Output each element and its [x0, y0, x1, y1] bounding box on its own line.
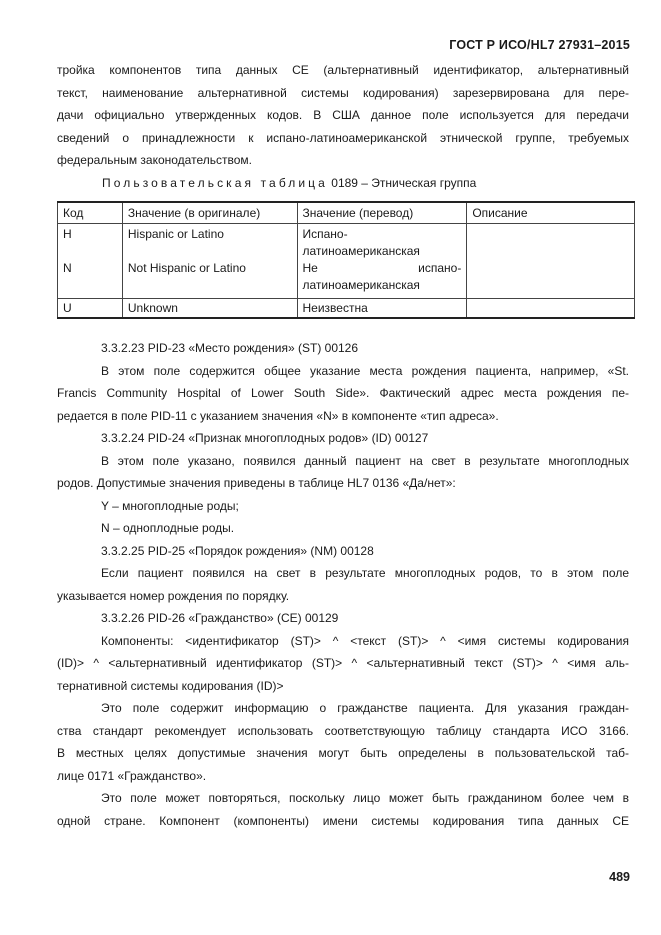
text-line: (ID)> ^ <альтернативный идентификатор (ST)> ^ <альтернативный текст (ST)> ^ <имя аль-	[57, 656, 629, 670]
text-line: сведений о принадлежности к испано-латиноамериканской этнической группе, требуемых	[57, 130, 629, 145]
page-number: 489	[609, 870, 630, 884]
cell-original: Not Hispanic or Latino	[122, 260, 297, 298]
section-heading: 3.3.2.26 PID-26 «Гражданство» (CE) 00129	[101, 611, 339, 625]
translation-line: Испано-	[302, 227, 348, 241]
translation-line: латиноамериканская	[302, 278, 420, 292]
section-heading: 3.3.2.25 PID-25 «Порядок рождения» (NM) 00128	[101, 543, 374, 558]
text-line: тройка компонентов типа данных CE (альтернативный идентификатор, альтернативный	[57, 63, 629, 77]
cell-code: N	[58, 260, 123, 298]
section-pid-23	[57, 337, 629, 832]
column-header-original: Значение (в оригинале)	[122, 202, 297, 224]
cell-description	[467, 260, 635, 298]
section-heading: 3.3.2.24 PID-24 «Признак многоплодных родов» (ID) 00127	[101, 431, 429, 445]
cell-translation	[297, 224, 467, 261]
section-heading: 3.3.2.23 PID-23 «Место рождения» (ST) 00126	[101, 341, 359, 355]
text-line: родов. Допустимые значения приведены в таблице HL7 0136 «Да/нет»:	[57, 476, 456, 490]
text-line: Компоненты: <идентификатор (ST)> ^ <текст (ST)> ^ <имя системы кодирования	[101, 633, 629, 648]
text-line: текст, наименование альтернативной системы кодирования) зарезервирована для пере-	[57, 85, 629, 100]
text-line: указывается номер рождения по порядку.	[57, 588, 290, 603]
list-item: Y – многоплодные роды;	[101, 498, 239, 513]
cell-translation	[297, 260, 467, 298]
column-header-translation: Значение (перевод)	[297, 202, 467, 224]
table-caption-title: 0189 – Этническая группа	[331, 176, 477, 190]
table-header-row	[58, 202, 635, 224]
text-line: В этом поле содержится общее указание места рождения пациента, например, «St.	[101, 363, 629, 378]
table-row	[58, 260, 635, 298]
text-line: федеральным законодательством.	[57, 153, 252, 167]
table-row	[58, 298, 635, 318]
translation-word-not: Не	[302, 261, 318, 275]
text-line: тернативной системы кодирования (ID)>	[57, 678, 284, 693]
text-line: Если пациент появился на свет в результате многоплодных родов, то в этом поле	[101, 566, 629, 580]
cell-translation	[297, 298, 467, 318]
translation-word-hispanic: испано-	[418, 261, 462, 275]
text-line: В этом поле указано, появился данный пациент на свет в результате многоплодных	[101, 453, 629, 468]
ethnic-group-table	[57, 201, 635, 319]
column-header-code: Код	[58, 202, 123, 224]
text-line: одной стране. Компонент (компоненты) имени системы кодирования типа данных CE	[57, 813, 629, 828]
cell-original: Unknown	[122, 298, 297, 318]
intro-paragraph	[57, 59, 629, 172]
cell-original: Hispanic or Latino	[122, 224, 297, 261]
column-header-description: Описание	[467, 202, 635, 224]
text-line: лице 0171 «Гражданство».	[57, 768, 207, 783]
cell-code: U	[58, 298, 123, 318]
text-line: дачи официально утвержденных кодов. В США данное поле используется для передачи	[57, 108, 629, 122]
cell-code: H	[58, 224, 123, 261]
translation-line: Неизвестна	[302, 300, 368, 315]
translation-line: латиноамериканская	[302, 244, 420, 258]
text-line: Это поле содержит информацию о гражданстве пациента. Для указания граждан-	[101, 701, 629, 715]
text-line: Francis Community Hospital of Lower South Side». Фактический адрес места рождения пе-	[57, 386, 629, 400]
translation-line	[303, 260, 462, 277]
text-line: Это поле может повторяться, поскольку лицо может быть гражданином более чем в	[101, 791, 629, 805]
cell-description	[467, 224, 635, 261]
list-item: N – одноплодные роды.	[101, 521, 235, 535]
text-line: редается в поле PID-11 с указанием значения «N» в компоненте «тип адреса».	[57, 408, 499, 423]
table-caption-label: Пользовательская таблица	[102, 176, 328, 190]
text-line: ства стандарт рекомендует использовать соответствующую таблицу стандарта ИСО 3166.	[57, 723, 629, 738]
table-caption	[102, 176, 476, 190]
text-line: В местных целях допустимые значения могут быть определены в пользовательской таб-	[57, 746, 629, 760]
table-row	[58, 224, 635, 261]
standard-header: ГОСТ Р ИСО/HL7 27931–2015	[449, 38, 630, 52]
cell-description	[467, 298, 635, 318]
